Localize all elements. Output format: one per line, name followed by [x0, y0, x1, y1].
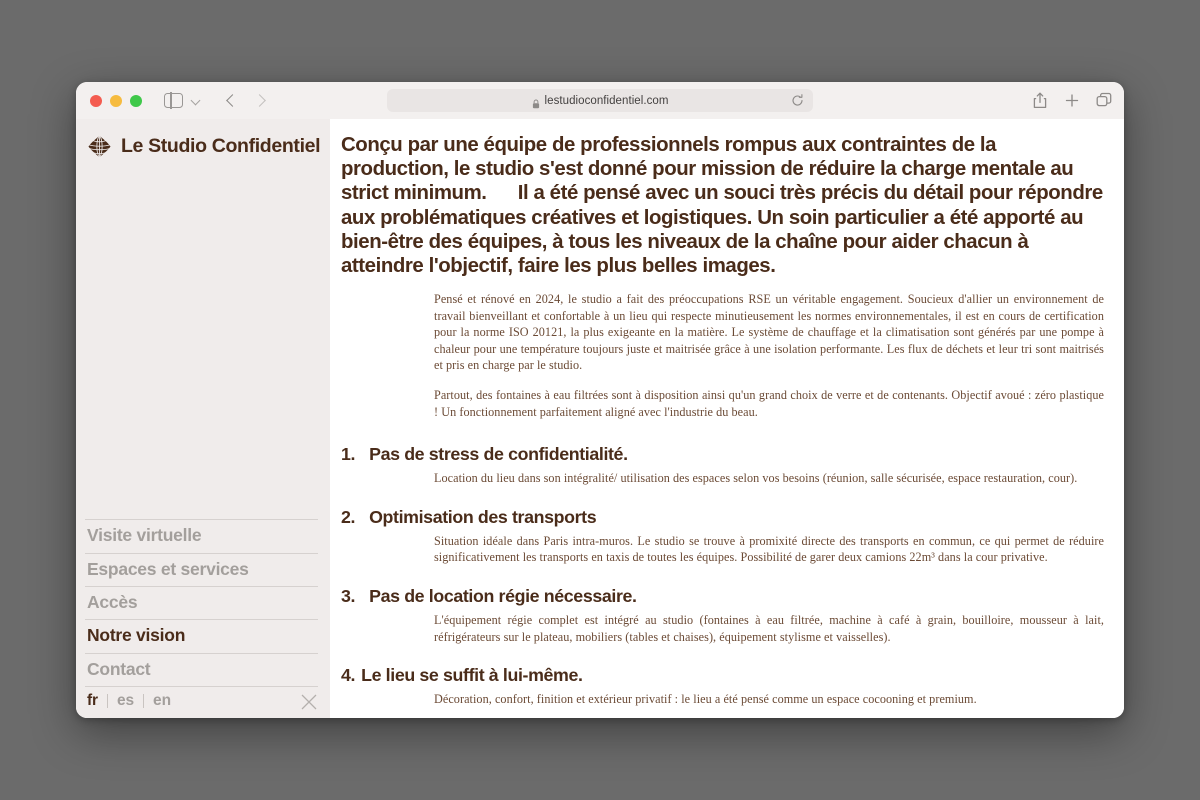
- language-option-fr[interactable]: fr: [87, 692, 98, 709]
- numbered-section: [341, 665, 1104, 708]
- sidebar-item-espaces-et-services[interactable]: Espaces et services: [85, 553, 318, 586]
- numbered-section: [341, 586, 1104, 645]
- sidebar-item-visite-virtuelle[interactable]: Visite virtuelle: [85, 519, 318, 552]
- browser-toolbar: [76, 82, 1124, 119]
- window-controls: [90, 95, 142, 107]
- section-body: Location du lieu dans son intégralité/ utilisation des espaces selon vos besoins (réunion, salle sécurisée, espace restauration, cour).: [434, 471, 1078, 486]
- browser-window: [76, 82, 1124, 718]
- chevron-right-icon[interactable]: [248, 89, 272, 113]
- section-title: Pas de stress de confidentialité.: [369, 444, 628, 465]
- section-heading: [341, 507, 1104, 528]
- language-switcher: [85, 686, 318, 718]
- sidebar-spacer: [85, 159, 318, 519]
- section-number: 1.: [341, 444, 356, 465]
- section-body: Situation idéale dans Paris intra-muros. Le studio se trouve à promixité directe des transports en commun, ce qui permet de réduire significativement les transports en taxis de toutes les équipes. Possibilité de garer deux camions 22m³ dans la cour privative.: [434, 533, 1104, 565]
- chevron-down-icon[interactable]: [192, 97, 200, 105]
- reload-icon[interactable]: [791, 94, 804, 107]
- minimize-window-button[interactable]: [110, 95, 122, 107]
- lede-sentence-1: Conçu par une équipe de professionnels rompus aux contraintes de la production, le studio s'est donné pour mission de réduire la charge mentale au strict minimum.: [341, 134, 1074, 205]
- zoom-window-button[interactable]: [130, 95, 142, 107]
- section-number: 3.: [341, 585, 356, 606]
- section-title: Optimisation des transports: [369, 506, 597, 527]
- toolbar-right-actions: [1032, 82, 1112, 119]
- lede-sentence-2: Il a été pensé avec un souci très précis du détail pour répondre aux problématiques créatives et logistiques. Un soin particulier a été apporté au bien-être des équipes, à tous les niveaux de la chaîne pour aider chacun à atteindre l'objectif, faire les plus belles images.: [341, 182, 1103, 277]
- sidebar-item-notre-vision[interactable]: Notre vision: [85, 619, 318, 652]
- close-x-icon[interactable]: [300, 693, 318, 711]
- sidebar-item-acces[interactable]: Accès: [85, 586, 318, 619]
- language-separator: [107, 694, 108, 708]
- site-navigation: [85, 519, 318, 718]
- section-number: 4.: [341, 665, 356, 686]
- chevron-left-icon[interactable]: [220, 89, 244, 113]
- intro-paragraph-1: Pensé et rénové en 2024, le studio a fait des préoccupations RSE un véritable engagement. Soucieux d'allier un environnement de travail bienveillant et confortable à un lieu qui respecte minutieusement les normes environnementales, il est en cours de certification pour la norme ISO 20121, la plus exigeante en la matière. Le système de chauffage et la climatisation sont générés par une pompe à chaleur pour une température toujours juste et maitrisée grâce à une isolation performante. Les flux de déchets et leur tri sont maitrisés et pris en charge par le studio.: [434, 292, 1104, 373]
- section-heading: [341, 444, 1104, 465]
- brand-header[interactable]: [85, 119, 321, 159]
- address-bar[interactable]: [387, 89, 813, 112]
- section-heading: [341, 665, 1104, 686]
- section-title: Le lieu se suffit à lui-même.: [361, 665, 583, 686]
- language-option-es[interactable]: es: [117, 692, 135, 709]
- numbered-section: [341, 444, 1104, 487]
- language-separator: [143, 694, 144, 708]
- intro-paragraph-2: Partout, des fontaines à eau filtrées sont à disposition ainsi qu'un grand choix de verre et de contenants. Objectif avoué : zéro plastique ! Un fonctionnement parfaitement aligné avec l'industrie du beau.: [434, 388, 1104, 419]
- close-window-button[interactable]: [90, 95, 102, 107]
- page-viewport: [76, 119, 1124, 718]
- brand-name: Le Studio Confidentiel: [121, 135, 321, 157]
- sidebar-toggle-icon[interactable]: [164, 93, 183, 108]
- main-content: [330, 119, 1124, 718]
- language-option-en[interactable]: en: [153, 692, 171, 709]
- sidebar-item-contact[interactable]: Contact: [85, 653, 318, 686]
- numbered-section: [341, 507, 1104, 566]
- page-lede: [341, 133, 1104, 278]
- lock-icon: [532, 96, 540, 106]
- section-body: L'équipement régie complet est intégré au studio (fontaines à eau filtrée, machine à café à grain, bouilloire, mousseur à lait, réfrigérateurs sur le plateau, mobiliers (tables et chaises), équipement stylisme et vaisselles).: [434, 612, 1104, 644]
- url-text: lestudioconfidentiel.com: [544, 94, 669, 107]
- globe-wireframe-logo: [87, 134, 112, 159]
- tab-overview-icon[interactable]: [1096, 92, 1112, 109]
- section-heading: [341, 586, 1104, 607]
- plus-icon[interactable]: [1064, 92, 1080, 109]
- address-bar-content: [532, 95, 669, 107]
- section-title: Pas de location régie nécessaire.: [369, 585, 637, 606]
- section-number: 2.: [341, 506, 356, 527]
- share-icon[interactable]: [1032, 92, 1048, 109]
- site-sidebar: [76, 119, 330, 718]
- section-body: Décoration, confort, finition et extérieur privatif : le lieu a été pensé comme un espace cocooning et premium.: [434, 692, 977, 707]
